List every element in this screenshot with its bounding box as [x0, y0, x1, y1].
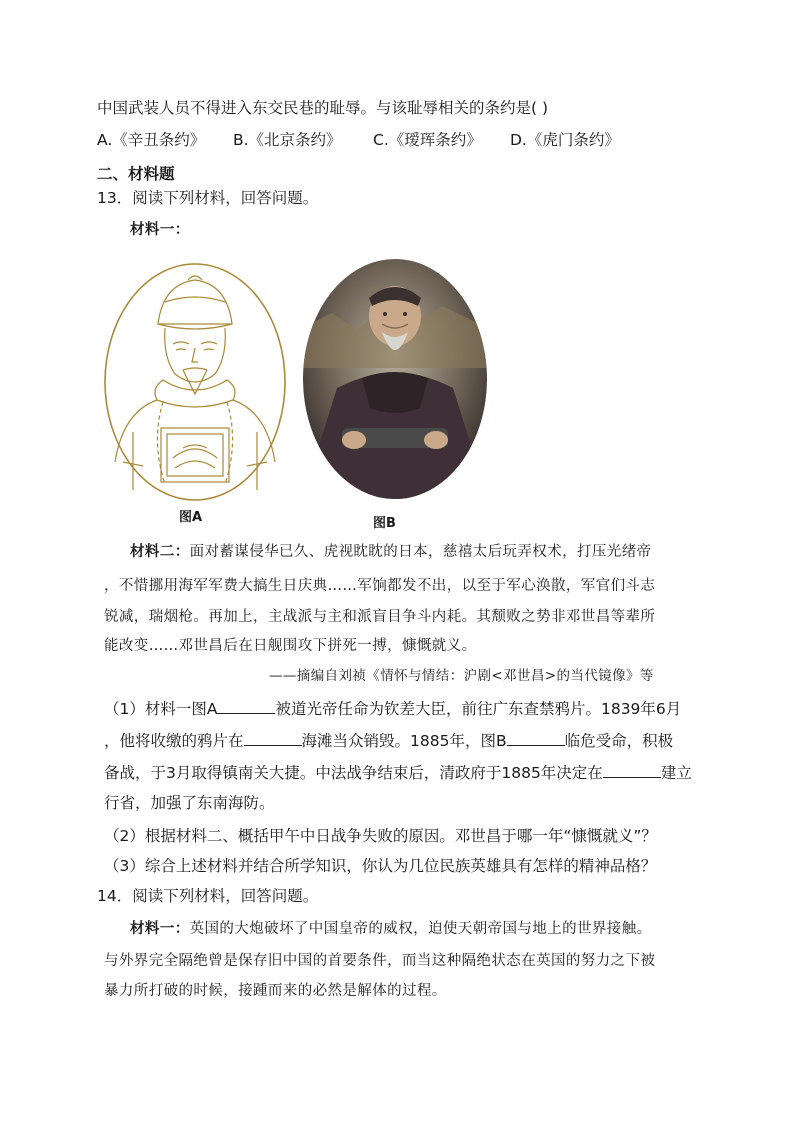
answer-blank-1[interactable]	[217, 697, 275, 714]
q13-intro: 阅读下列材料，回答问题。	[132, 189, 319, 207]
q14-material1-line1	[130, 919, 652, 939]
sub1-text-a: （1）材料一图A	[104, 700, 218, 718]
figure-b-caption: 图B	[373, 516, 396, 531]
q14-material1-line3: 暴力所打破的时候，接踵而来的必然是解体的过程。	[104, 983, 447, 999]
q12-stem: 中国武装人员不得进入东交民巷的耻辱。与该耻辱相关的条约是( )	[97, 99, 549, 117]
material2-line2: ，不惜挪用海军军费大搞生日庆典……军饷都发不出，以至于军心涣散，军官们斗志	[104, 578, 656, 594]
q13-heading	[97, 188, 318, 208]
q13-sub1-line2	[104, 729, 673, 751]
q14-material1-line2: 与外界完全隔绝曾是保存旧中国的首要条件，而当这种隔绝状态在英国的努力之下被	[104, 953, 656, 969]
figure-b-portrait	[302, 258, 488, 500]
q14-material1-line1-text: 英国的大炮破坏了中国皇帝的威权，迫使天朝帝国与地上的世界接触。	[189, 921, 652, 937]
q13-number: 13．	[97, 189, 133, 207]
sub1-text-f: 备战，于3月取得镇南关大捷。中法战争结束后，清政府于1885年决定在	[104, 764, 603, 782]
answer-blank-4[interactable]	[603, 761, 661, 778]
material2-line4: 能改变……邓世昌后在日舰围攻下拼死一搏，慷慨就义。	[104, 638, 477, 654]
q13-sub1-line4: 行省，加强了东南海防。	[104, 794, 275, 812]
sub1-text-b: 被道光帝任命为钦差大臣，前往广东查禁鸦片。1839年6月	[275, 700, 682, 718]
q13-sub2: （2）根据材料二、概括甲午中日战争失败的原因。邓世昌于哪一年“慷慨就义”？	[104, 827, 657, 845]
sub1-text-d: 海滩当众销毁。1885年，图B	[301, 732, 507, 750]
answer-blank-3[interactable]	[507, 729, 565, 746]
q13-sub3: （3）综合上述材料并结合所学知识，你认为几位民族英雄具有怎样的精神品格？	[104, 857, 657, 875]
material2-label: 材料二：	[130, 543, 190, 560]
material2-line1-text: 面对蓄谋侵华已久、虎视眈眈的日本，慈禧太后玩弄权术，打压光绪帝	[189, 544, 652, 560]
section-title: 二、材料题	[97, 165, 175, 183]
q13-sub1-line3	[104, 761, 692, 783]
sub1-text-e: 临危受命，积极	[564, 732, 674, 750]
q12-option-a: A.《辛丑条约》	[97, 131, 206, 149]
q12-option-d: D.《虎门条约》	[510, 131, 620, 149]
q14-heading	[97, 886, 318, 906]
material2-line1	[130, 542, 652, 562]
sub1-text-g: 建立	[660, 764, 692, 782]
figure-a-caption: 图A	[179, 510, 203, 525]
q14-number: 14．	[97, 887, 133, 905]
q14-intro: 阅读下列材料，回答问题。	[132, 887, 319, 905]
material2-line3: 锐减，瑞烟枪。再加上，主战派与主和派盲目争斗内耗。其颓败之势非邓世昌等辈所	[104, 609, 656, 625]
answer-blank-2[interactable]	[244, 729, 302, 746]
material2-source: ——摘编自刘祯《情怀与情结：沪剧<邓世昌>的当代镜像》等	[269, 668, 654, 684]
figure-a-portrait	[103, 262, 287, 502]
q12-option-c: C.《瑷珲条约》	[373, 131, 482, 149]
sub1-text-c: ，他将收缴的鸦片在	[104, 732, 244, 750]
q13-material1-label: 材料一：	[130, 221, 190, 238]
q13-sub1-line1	[104, 697, 681, 719]
q12-option-b: B.《北京条约》	[233, 131, 342, 149]
q14-material1-label: 材料一：	[130, 920, 190, 937]
